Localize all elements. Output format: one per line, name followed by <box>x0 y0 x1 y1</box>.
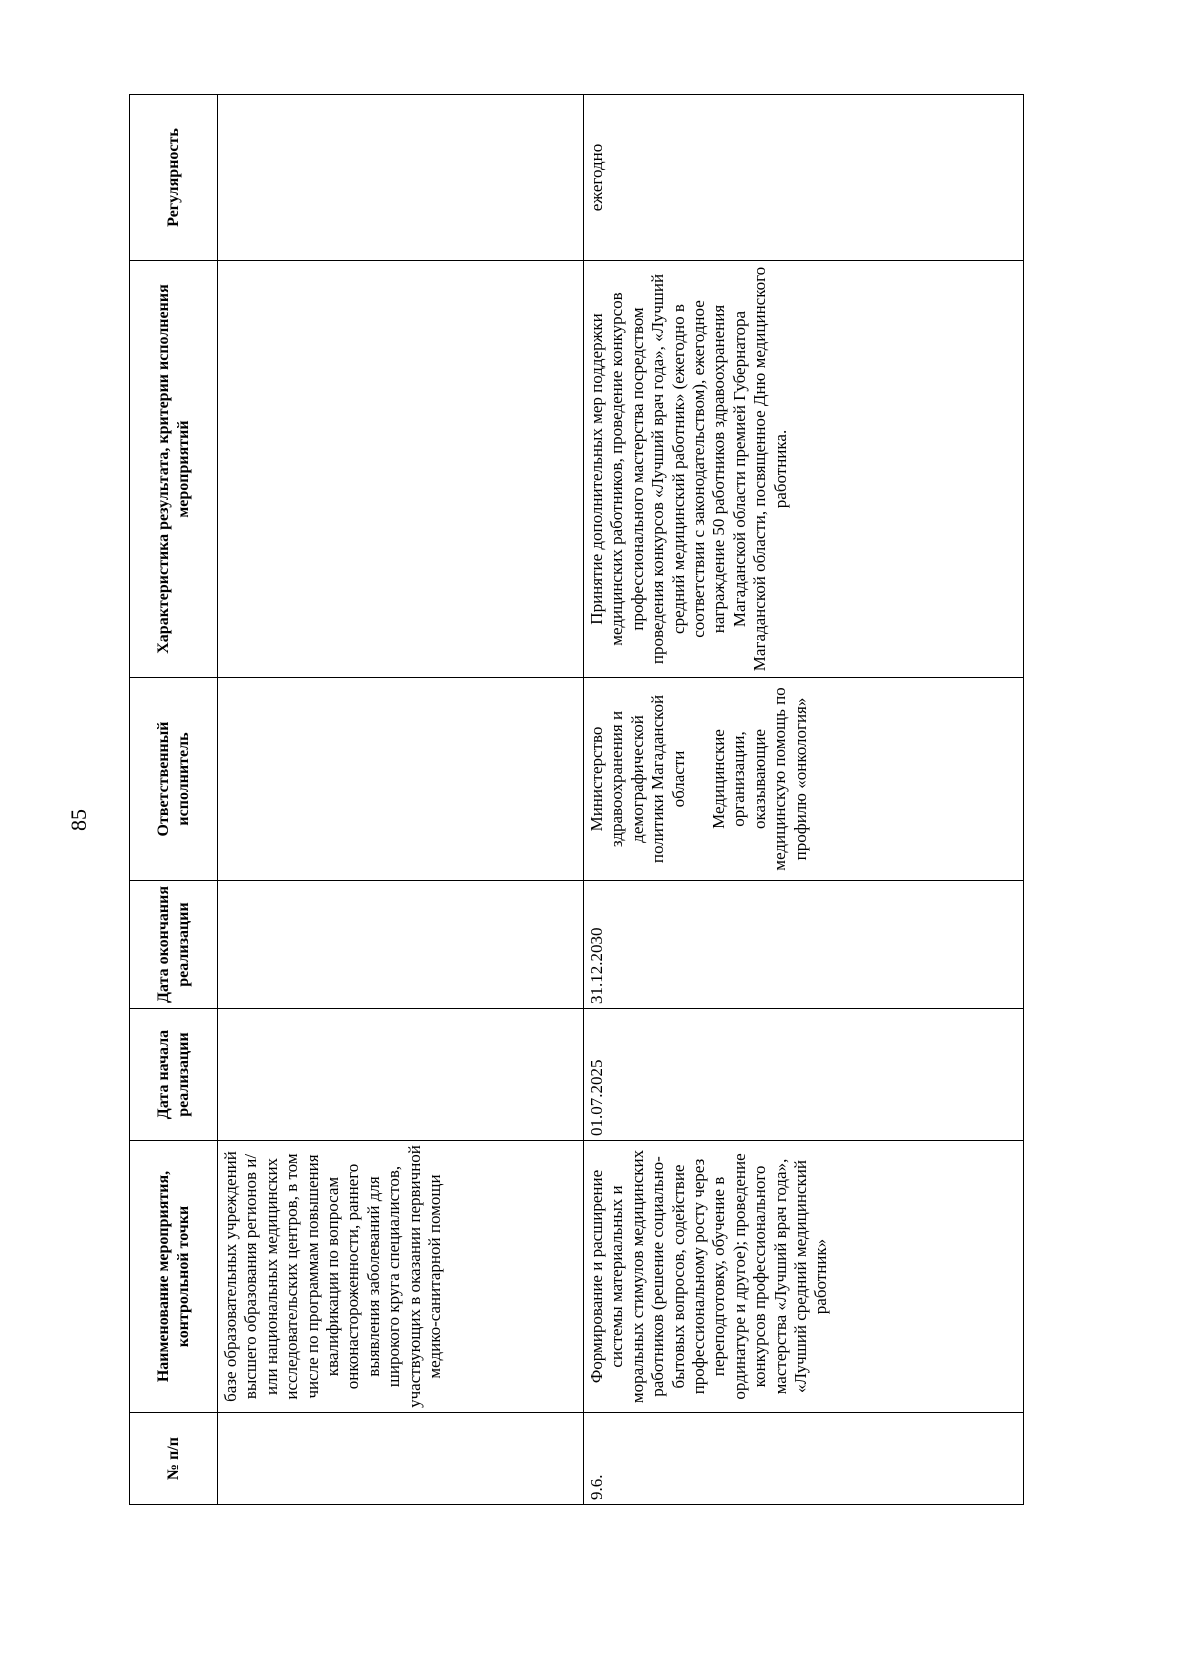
cell-regularity: ежегодно <box>584 95 1024 261</box>
header-characteristic: Характеристика результата, критерии исполнения мероприятий <box>130 261 218 678</box>
cell-name: Формирование и расширение системы материальных и моральных стимулов медицинских работников (решение социально-бытовых вопросов, содействие профессиональному росту через переподготовку, обучение в ординатуре и другое); проведение конкурсов профессионального мастерства «Лучший врач года», «Лучший средний медицинский работник» <box>584 1141 1024 1413</box>
header-responsible: Ответственный исполнитель <box>130 678 218 881</box>
cell-responsible <box>584 678 1024 881</box>
table-header-row <box>130 95 218 1505</box>
responsible-spacer <box>689 682 709 876</box>
table-row <box>584 95 1024 1505</box>
cell-characteristic <box>218 261 584 678</box>
responsible-ministry: Министерство здравоохранения и демографической политики Магаданской области <box>587 694 688 864</box>
cell-num <box>218 1413 584 1505</box>
header-name: Наименование мероприятия, контрольной точки <box>130 1141 218 1413</box>
cell-num: 9.6. <box>584 1413 1024 1505</box>
responsible-organizations: Медицинские организации, оказывающие медицинскую помощь по профилю «онкология» <box>708 687 810 871</box>
measures-table-wrapper <box>129 95 1023 1505</box>
header-start-date: Дата начала реализации <box>130 1009 218 1141</box>
cell-characteristic: Принятие дополнительных мер поддержки медицинских работников, проведение конкурсов профессионального мастерства посредством проведения конкурсов «Лучший врач года», «Лучший средний медицинский работник» (ежегодно в соответствии с законодательством), ежегодное награждение 50 работников здравоохранения Магаданской области премией Губернатора Магаданской области, посвященное Дню медицинского работника. <box>584 261 1024 678</box>
cell-end-date <box>218 881 584 1009</box>
header-end-date: Дата окончания реализации <box>130 881 218 1009</box>
page-number: 85 <box>66 809 91 831</box>
table-row <box>218 95 584 1505</box>
cell-start-date: 01.07.2025 <box>584 1009 1024 1141</box>
header-num: № п/п <box>130 1413 218 1505</box>
cell-regularity <box>218 95 584 261</box>
cell-end-date: 31.12.2030 <box>584 881 1024 1009</box>
cell-start-date <box>218 1009 584 1141</box>
cell-name: базе образовательных учреждений высшего образования регионов и/или национальных медицинских исследовательских центров, в том числе по программам повышения квалификации по вопросам онконастороженности, раннего выявления заболеваний для широкого круга специалистов, участвующих в оказании первичной медико-санитарной помощи <box>218 1141 584 1413</box>
measures-table <box>129 94 1024 1505</box>
header-regularity: Регулярность <box>130 95 218 261</box>
cell-responsible <box>218 678 584 881</box>
